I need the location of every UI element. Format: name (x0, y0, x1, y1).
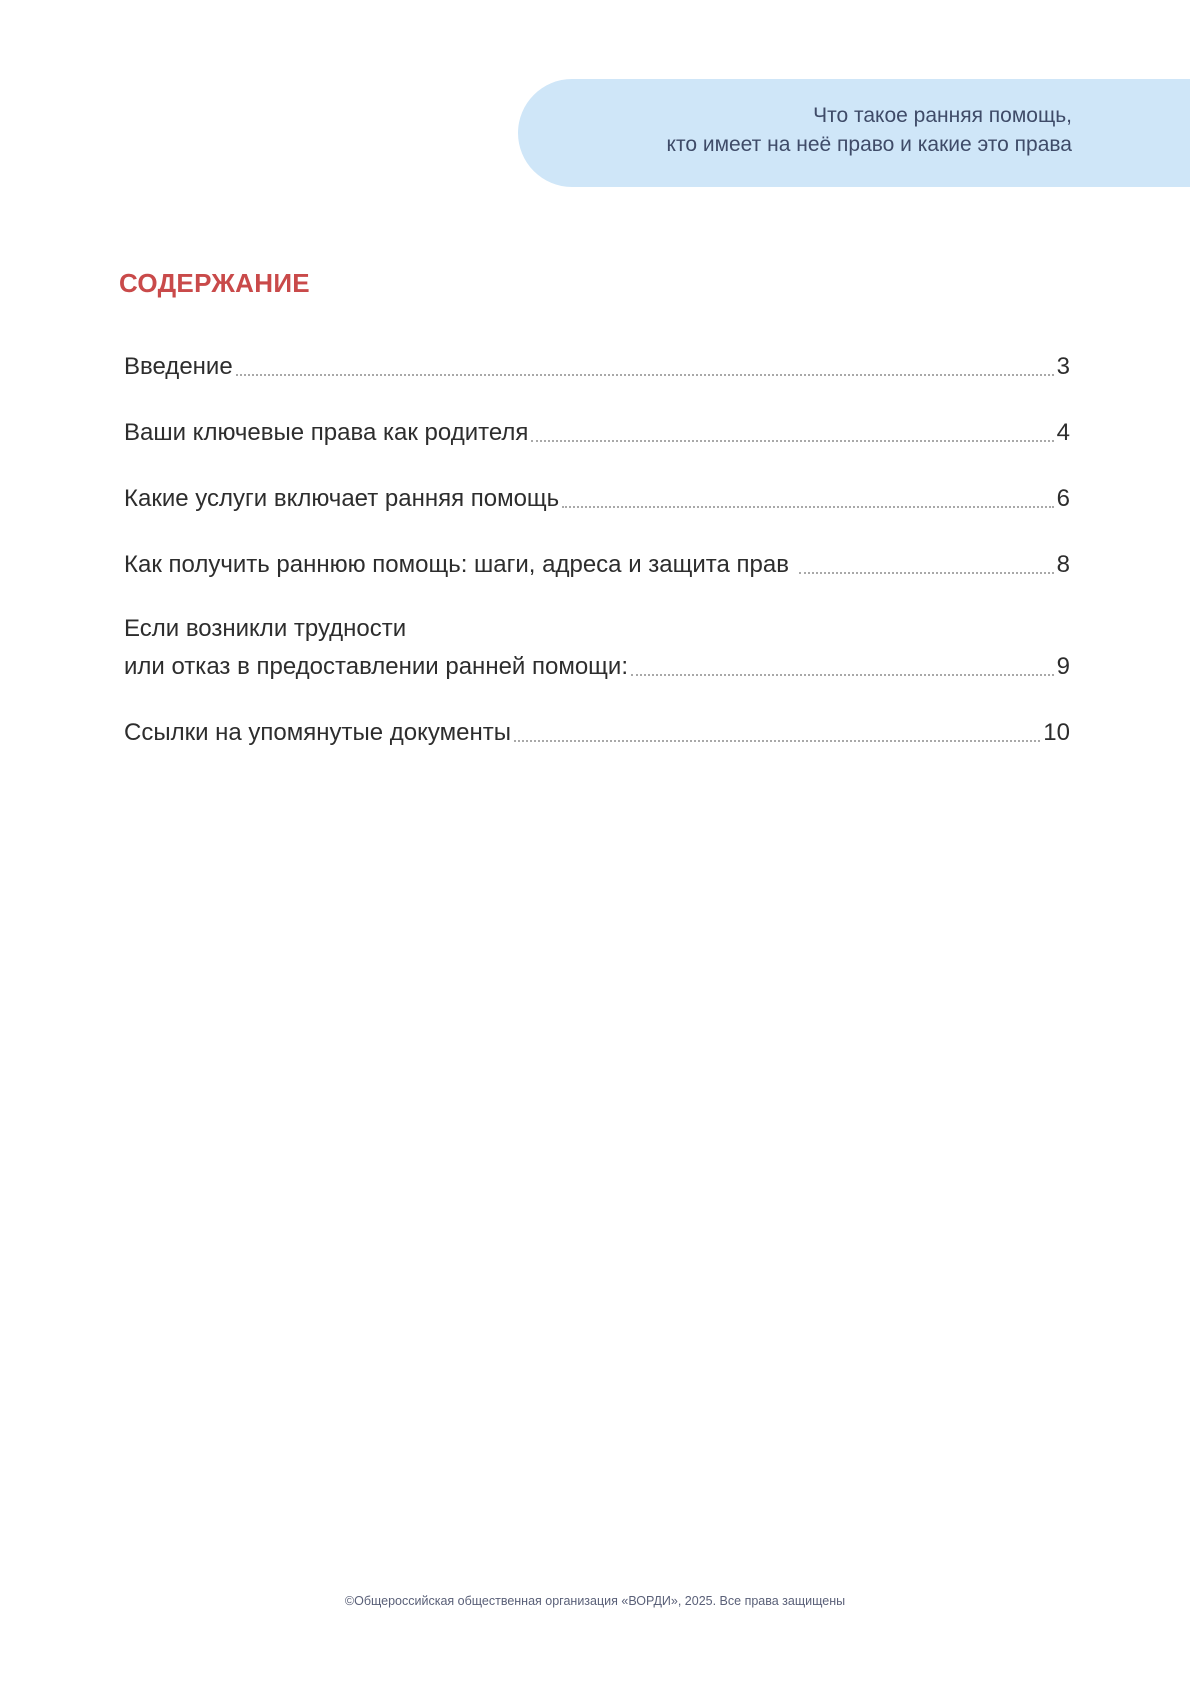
toc-leader-dots (514, 740, 1040, 742)
footer-copyright: ©Общероссийская общественная организация «ВОРДИ», 2025. Все права защищены (344, 1594, 846, 1608)
toc-entry-label: Как получить раннюю помощь: шаги, адреса и защита прав (124, 551, 789, 578)
toc-entry-label: Ссылки на упомянутые документы (124, 719, 511, 746)
toc-entry-difficulties[interactable] (124, 650, 1070, 682)
toc-entry-label: Какие услуги включает ранняя помощь (124, 485, 560, 512)
toc-entry-page: 6 (1056, 485, 1070, 512)
toc-leader-dots (236, 374, 1054, 376)
header-title-line1: Что такое ранняя помощь, (813, 104, 1072, 127)
toc-leader-dots (562, 506, 1053, 508)
toc-leader-dots (531, 440, 1053, 442)
toc-entry-parent-rights[interactable] (124, 416, 1070, 448)
toc-entry-introduction[interactable] (124, 350, 1070, 382)
header-title-line2: кто имеет на неё право и какие это права (666, 133, 1072, 156)
toc-entry-page: 10 (1043, 719, 1070, 746)
toc-entry-page: 4 (1056, 419, 1070, 446)
toc-entry-difficulties-line1[interactable]: Если возникли трудности (124, 615, 407, 642)
toc-entry-label: Ваши ключевые права как родителя (124, 419, 529, 446)
toc-entry-services[interactable] (124, 482, 1070, 514)
toc-entry-page: 3 (1056, 353, 1070, 380)
toc-leader-dots (799, 572, 1054, 574)
toc-title: СОДЕРЖАНИЕ (119, 268, 310, 298)
toc-entry-label: или отказ в предоставлении ранней помощи: (124, 653, 628, 680)
toc-leader-dots (631, 674, 1054, 676)
toc-entry-label: Введение (124, 353, 233, 380)
toc-entry-page: 9 (1056, 653, 1070, 680)
toc-entry-page: 8 (1056, 551, 1070, 578)
toc-entry-how-to-get[interactable] (124, 548, 1070, 580)
toc-entry-references[interactable] (124, 716, 1070, 748)
